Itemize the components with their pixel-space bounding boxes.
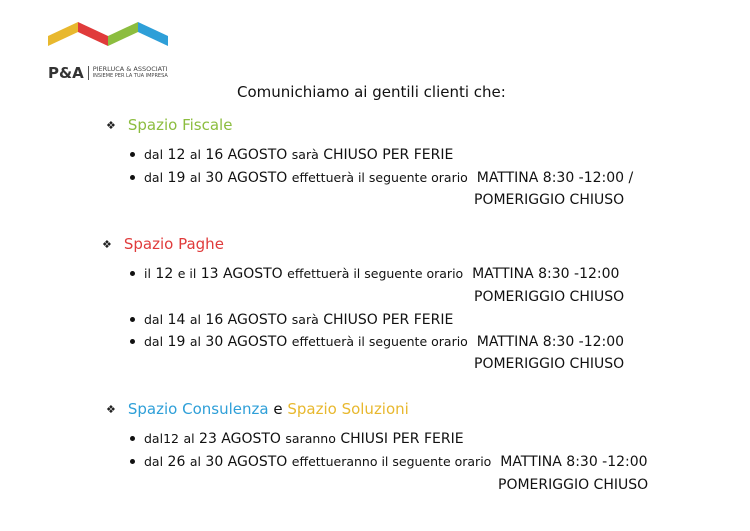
bullet-dot-icon — [130, 317, 135, 322]
section-consulenza-heading — [106, 400, 409, 418]
bullet-dot-icon — [130, 436, 135, 441]
list-item: dal 19 al 30 AGOSTO effettuerà il seguente orario MATTINA 8:30 -12:00 — [130, 334, 624, 350]
bullet-dot-icon — [130, 175, 135, 180]
bullet-dot-icon — [130, 152, 135, 157]
bullet-dot-icon — [130, 339, 135, 344]
list-item: dal12 al 23 AGOSTO saranno CHIUSI PER FERIE — [130, 431, 464, 447]
list-item: dal 19 al 30 AGOSTO effettuerà il seguente orario MATTINA 8:30 -12:00 / — [130, 170, 633, 186]
logo-chevrons-icon — [48, 20, 170, 54]
logo-mark: P&A — [48, 64, 84, 82]
list-item-continuation: POMERIGGIO CHIUSO — [474, 289, 625, 305]
section-fiscale-title: Spazio Fiscale — [127, 116, 233, 134]
diamond-bullet-icon: ❖ — [102, 237, 112, 251]
list-item: dal 26 al 30 AGOSTO effettueranno il seguente orario MATTINA 8:30 -12:00 — [130, 454, 648, 470]
section-consulenza-title: Spazio Consulenza — [127, 400, 269, 418]
logo-company-name: PIERLUCA & ASSOCIATI — [92, 65, 168, 73]
list-item: dal 14 al 16 AGOSTO sarà CHIUSO PER FERIE — [130, 312, 453, 328]
logo-tagline: INSIEME PER LA TUA IMPRESA — [92, 73, 168, 79]
diamond-bullet-icon: ❖ — [106, 118, 116, 132]
section-fiscale-heading — [106, 116, 232, 134]
list-item-continuation: POMERIGGIO CHIUSO — [474, 356, 625, 372]
company-logo — [48, 20, 170, 80]
list-item-continuation: POMERIGGIO CHIUSO — [474, 192, 625, 208]
list-item: il 12 e il 13 AGOSTO effettuerà il seguente orario MATTINA 8:30 -12:00 — [130, 266, 619, 282]
section-soluzioni-title: Spazio Soluzioni — [287, 400, 409, 418]
bullet-dot-icon — [130, 271, 135, 276]
diamond-bullet-icon: ❖ — [106, 402, 116, 416]
logo-divider — [88, 66, 89, 80]
section-consulenza-and: e — [273, 400, 283, 418]
intro-text: Comunichiamo ai gentili clienti che: — [237, 83, 506, 101]
bullet-dot-icon — [130, 459, 135, 464]
list-item-continuation: POMERIGGIO CHIUSO — [498, 477, 649, 493]
list-item: dal 12 al 16 AGOSTO sarà CHIUSO PER FERIE — [130, 147, 453, 163]
section-paghe-title: Spazio Paghe — [123, 235, 224, 253]
section-paghe-heading — [102, 235, 224, 253]
